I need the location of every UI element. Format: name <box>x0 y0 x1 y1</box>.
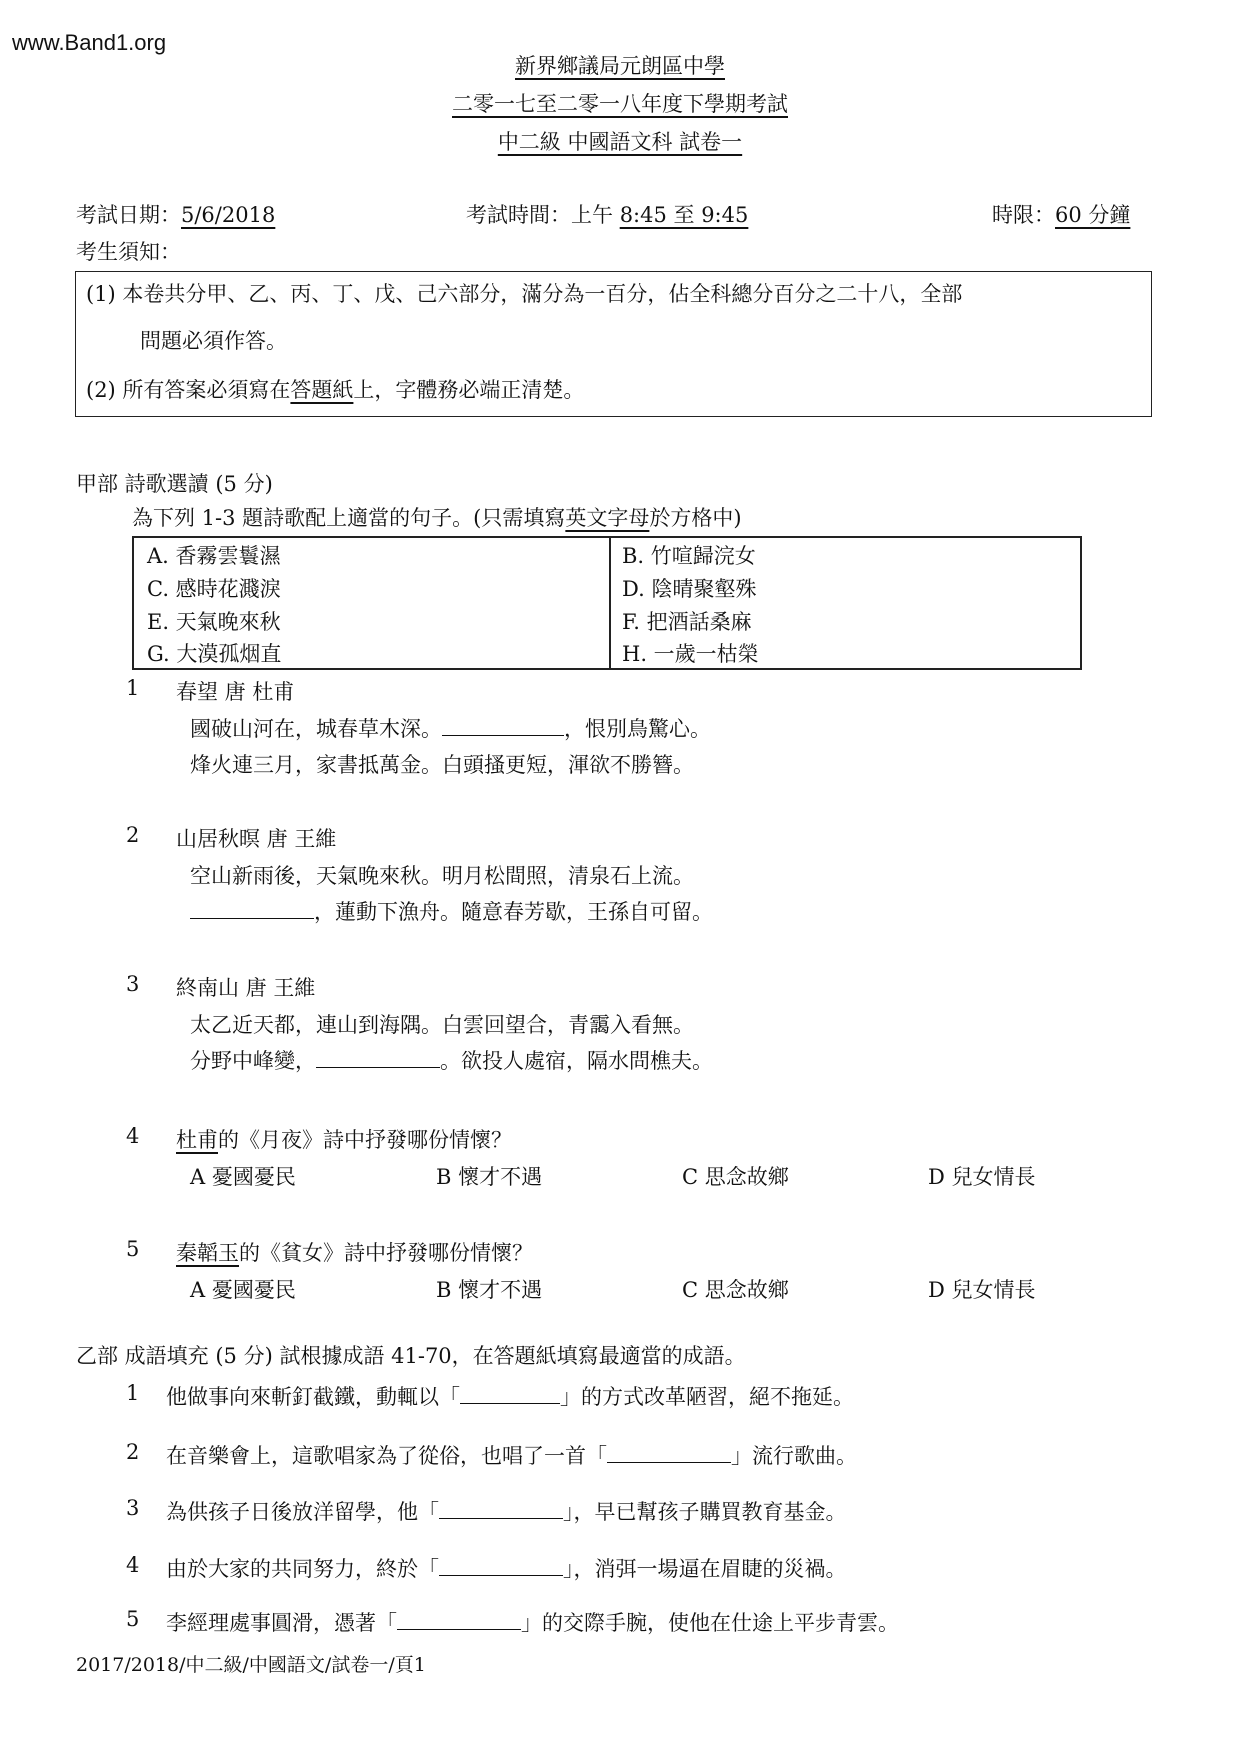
question-3-number: 3 <box>126 972 140 996</box>
answer-blank[interactable] <box>607 1442 731 1463</box>
q4-choice-c: C 思念故鄉 <box>682 1165 789 1189</box>
question-1-number: 1 <box>126 676 140 700</box>
notes-title: 考生須知： <box>76 240 181 264</box>
question-2-line-2: ，蓮動下漁舟。隨意春芳歇，王孫自可留。 <box>190 896 713 926</box>
exam-date: 考試日期：5/6/2018 <box>76 203 276 227</box>
site-watermark: www.Band1.org <box>12 30 167 55</box>
answer-blank[interactable] <box>397 1609 521 1630</box>
idiom-q1-number: 1 <box>126 1381 140 1405</box>
question-2-title: 山居秋暝 唐 王維 <box>176 827 337 851</box>
idiom-q5-number: 5 <box>126 1607 140 1631</box>
options-table <box>132 536 1082 670</box>
q4-choice-d: D 兒女情長 <box>928 1165 1036 1189</box>
idiom-q2: 在音樂會上，這歌唱家為了從俗，也唱了一首「 」流行歌曲。 <box>166 1444 857 1468</box>
note-1-line-1: (1) 本卷共分甲、乙、丙、丁、戊、己六部分，滿分為一百分，佔全科總分百分之二十八，全部 <box>86 282 963 306</box>
note-2: (2) 所有答案必須寫在答題紙上，字體務必端正清楚。 <box>86 378 585 402</box>
idiom-q2-number: 2 <box>126 1440 140 1464</box>
question-4-number: 4 <box>126 1124 140 1148</box>
page-footer: 2017/2018/中二級/中國語文/試卷一/頁1 <box>76 1654 426 1676</box>
answer-blank[interactable] <box>190 898 314 919</box>
exam-title: 二零一七至二零一八年度下學期考試 <box>452 92 788 116</box>
options-divider <box>609 538 611 668</box>
option-h: H. 一歲一枯榮 <box>622 642 759 666</box>
q5-choice-c: C 思念故鄉 <box>682 1278 789 1302</box>
option-a: A. 香霧雲鬟濕 <box>147 544 281 568</box>
option-b: B. 竹喧歸浣女 <box>622 544 756 568</box>
option-c: C. 感時花濺淚 <box>147 577 281 601</box>
question-2-line-1: 空山新雨後，天氣晚來秋。明月松間照，清泉石上流。 <box>190 864 694 888</box>
question-5-number: 5 <box>126 1237 140 1261</box>
q5-choice-a: A 憂國憂民 <box>190 1278 296 1302</box>
idiom-q4: 由於大家的共同努力，終於「 」，消弭一場逼在眉睫的災禍。 <box>166 1557 847 1581</box>
question-1-line-1: 國破山河在，城春草木深。 ，恨別鳥驚心。 <box>190 717 711 741</box>
option-f: F. 把酒話桑麻 <box>622 610 752 634</box>
part-a-title: 甲部 詩歌選讀 (5 分) <box>76 472 273 496</box>
question-3-title: 終南山 唐 王維 <box>176 976 316 1000</box>
idiom-q3: 為供孩子日後放洋留學，他「 」，早已幫孩子購買教育基金。 <box>166 1500 847 1524</box>
part-a-instruction: 為下列 1-3 題詩歌配上適當的句子。(只需填寫英文字母於方格中) <box>132 506 742 530</box>
q5-choice-d: D 兒女情長 <box>928 1278 1036 1302</box>
part-b-title: 乙部 成語填充 (5 分) 試根據成語 41-70，在答題紙填寫最適當的成語。 <box>76 1344 746 1368</box>
time-limit: 時限：60 分鐘 <box>992 203 1131 227</box>
question-1-line-2: 烽火連三月，家書抵萬金。白頭搔更短，渾欲不勝簪。 <box>190 753 694 777</box>
idiom-q4-number: 4 <box>126 1553 140 1577</box>
exam-time: 考試時間：上午 8:45 至 9:45 <box>466 203 749 227</box>
question-1-title: 春望 唐 杜甫 <box>176 680 295 704</box>
question-2-number: 2 <box>126 823 140 847</box>
paper-title: 中二級 中國語文科 試卷一 <box>497 130 743 154</box>
idiom-q3-number: 3 <box>126 1496 140 1520</box>
q4-choice-a: A 憂國憂民 <box>190 1165 296 1189</box>
q5-choice-b: B 懷才不遇 <box>436 1278 543 1302</box>
q4-choice-b: B 懷才不遇 <box>436 1165 543 1189</box>
question-3-line-1: 太乙近天都，連山到海隅。白雲回望合，青靄入看無。 <box>190 1013 694 1037</box>
option-g: G. 大漠孤烟直 <box>147 642 282 666</box>
answer-blank[interactable] <box>439 1498 563 1519</box>
answer-blank[interactable] <box>460 1383 560 1404</box>
option-d: D. 陰晴聚壑殊 <box>622 577 757 601</box>
school-name: 新界鄉議局元朗區中學 <box>515 54 725 78</box>
question-3-line-2: 分野中峰變， 。欲投人處宿，隔水問樵夫。 <box>190 1049 713 1073</box>
answer-blank[interactable] <box>442 715 564 736</box>
note-1-line-2: 問題必須作答。 <box>140 329 287 353</box>
option-e: E. 天氣晚來秋 <box>147 610 281 634</box>
question-5-text: 秦韜玉的《貧女》詩中抒發哪份情懷？ <box>176 1241 533 1265</box>
idiom-q1: 他做事向來斬釘截鐵，動輒以「 」的方式改革陋習，絕不拖延。 <box>166 1385 854 1409</box>
answer-blank[interactable] <box>316 1047 440 1068</box>
question-4-text: 杜甫的《月夜》詩中抒發哪份情懷？ <box>176 1128 512 1152</box>
idiom-q5: 李經理處事圓滑，憑著「 」的交際手腕，使他在仕途上平步青雲。 <box>166 1611 899 1635</box>
answer-blank[interactable] <box>439 1555 563 1576</box>
